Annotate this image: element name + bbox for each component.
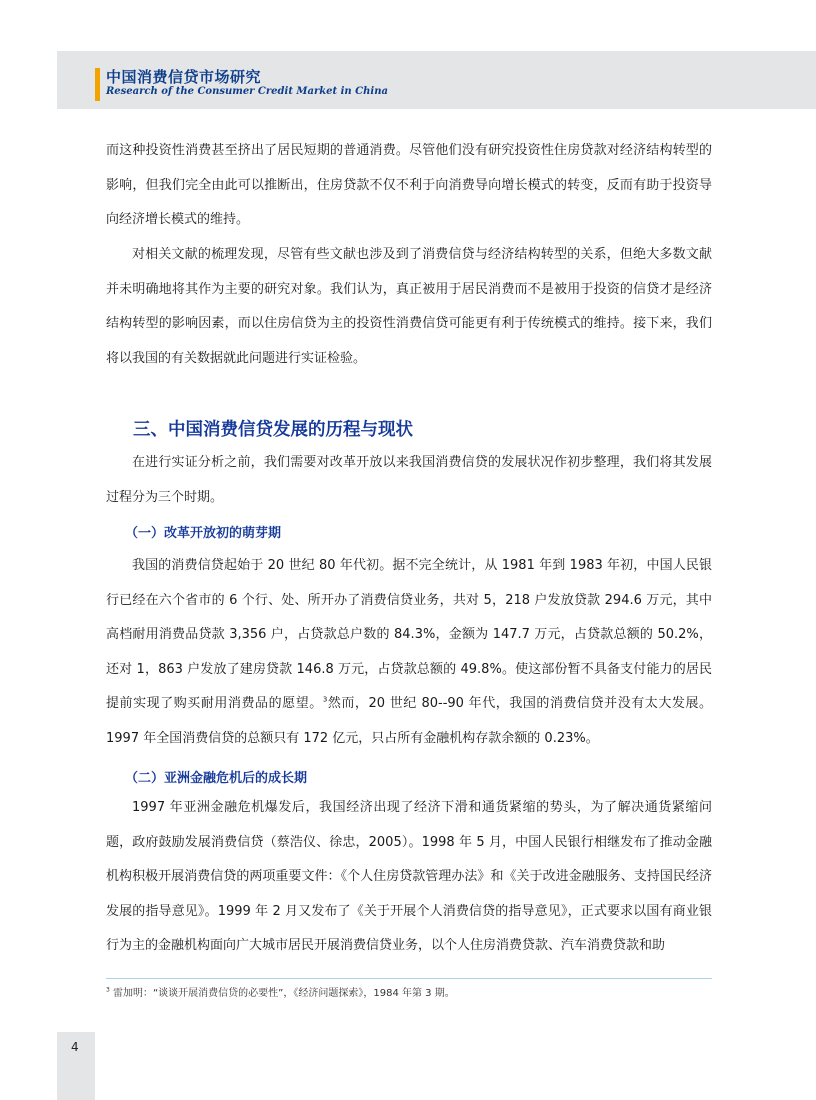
footnote-ref[interactable]: 3: [322, 695, 328, 704]
header-title-cn: 中国消费信贷市场研究: [106, 68, 262, 86]
paragraph-3: 在进行实证分析之前，我们需要对改革开放以来我国消费信贷的发展状况作初步整理，我们将其发展过程分为三个时期。: [106, 455, 712, 505]
paragraph-2: 对相关文献的梳理发现，尽管有些文献也涉及到了消费信贷与经济结构转型的关系，但绝大多数文献并未明确地将其作为主要的研究对象。我们认为，真正被用于居民消费而不是被用于投资的信贷才是经济结构转型的影响因素，而以住房信贷为主的投资性消费信贷可能更有利于传统模式的维持。接下来，我们将以我国的有关数据就此问题进行实证检验。: [106, 247, 712, 366]
footnote-divider: [106, 978, 712, 979]
subsection-1-title: （一）改革开放初的萌芽期: [125, 526, 282, 541]
section-title: 三、中国消费信贷发展的历程与现状: [133, 420, 413, 440]
subsection-2-title: （二）亚洲金融危机后的成长期: [125, 771, 308, 786]
footnote-text: 雷加明：“谈谈开展消费信贷的必要性”，《经济问题探索》，1984 年第 3 期。: [109, 988, 455, 999]
paragraph-4: [106, 549, 712, 756]
paragraph-5: 1997 年亚洲金融危机爆发后，我国经济出现了经济下滑和通货紧缩的势头，为了解决通货紧缩问题，政府鼓励发展消费信贷（蔡浩仪、徐忠，2005）。1998 年 5 月，中国人民银行相继发布了推动金融机构积极开展消费信贷的两项重要文件：《个人住房贷款管理办法》和《关于改进金融服务、支持国民经济发展的指导意见》。1999 年 2 月又发布了《关于开展个人消费信贷的指导意见》，正式要求以国有商业银行为主的金融机构面向广大城市居民开展消费信贷业务，以个人住房消费贷款、汽车消费贷款和助: [106, 800, 712, 953]
header-accent-bar: [95, 68, 100, 101]
paragraph-4-part-a: 我国的消费信贷起始于 20 世纪 80 年代初。据不完全统计，从 1981 年到 1983 年初，中国人民银行已经在六个省市的 6 个行、处、所开办了消费信贷业务，共对 5，218 户发放贷款 294.6 万元，其中高档耐用消费品贷款 3,356 户，占贷款总户数的 84.3%，金额为 147.7 万元，占贷款总额的 50.2%，还对 1，863 户发放了建房贷款 146.8 万元，占贷款总额的 49.8%。使这部份暂不具备支付能力的居民提前实现了购买耐用消费品的愿望。: [106, 558, 712, 711]
footnote-mark: 3: [106, 986, 110, 994]
footnote: [106, 984, 455, 999]
page-number: 4: [71, 1040, 79, 1054]
paragraph-1: 而这种投资性消费甚至挤出了居民短期的普通消费。尽管他们没有研究投资性住房贷款对经济结构转型的影响，但我们完全由此可以推断出，住房贷款不仅不利于向消费导向增长模式的转变，反而有助于投资导向经济增长模式的维持。: [106, 143, 712, 227]
header-title-en: Research of the Consumer Credit Market in China: [106, 86, 388, 97]
paragraph-4-part-b: 然而，20 世纪 80--90 年代，我国的消费信贷并没有太大发展。1997 年全国消费信贷的总额只有 172 亿元，只占所有金融机构存款余额的 0.23%。: [106, 696, 712, 746]
